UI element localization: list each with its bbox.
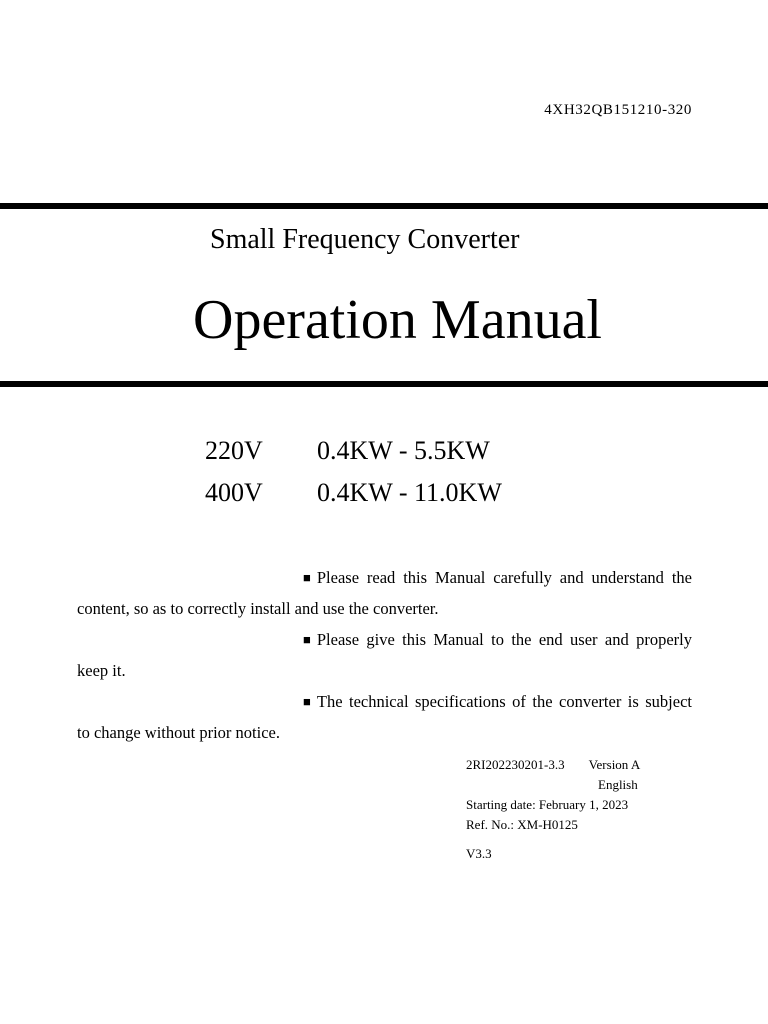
doc-number-line [466, 755, 640, 775]
notice-item-give-manual [77, 624, 692, 686]
spec-voltage: 400V [205, 478, 263, 507]
spec-row-220v [205, 436, 490, 466]
document-code: 4XH32QB151210-320 [544, 102, 692, 118]
notice-text: The technical specifications of the converter is subject to change without prior notice. [77, 692, 692, 742]
notice-item-read-manual [77, 562, 692, 624]
version-label: Version A [588, 757, 641, 772]
reference-number: Ref. No.: XM-H0125 [466, 817, 578, 832]
product-subtitle: Small Frequency Converter [210, 224, 520, 255]
notice-list [77, 562, 692, 748]
notice-text: Please read this Manual carefully and understand the content, so as to correctly install and use the converter. [77, 568, 692, 618]
bottom-divider-rule [0, 381, 768, 387]
starting-date: Starting date: February 1, 2023 [466, 797, 629, 812]
language-label: English [598, 777, 638, 792]
doc-number: 2RI202230201-3.3 [466, 757, 565, 772]
spec-voltage: 220V [205, 436, 263, 465]
manual-title: Operation Manual [193, 289, 602, 351]
spec-row-400v [205, 478, 502, 508]
square-bullet-icon: ■ [303, 694, 311, 709]
document-metadata [466, 755, 640, 864]
square-bullet-icon: ■ [303, 632, 311, 647]
top-divider-rule [0, 203, 768, 209]
spec-power-range: 0.4KW - 5.5KW [317, 436, 490, 465]
notice-item-specifications [77, 686, 692, 748]
notice-text: Please give this Manual to the end user and properly keep it. [77, 630, 692, 680]
square-bullet-icon: ■ [303, 570, 311, 585]
revision-label: V3.3 [466, 846, 492, 861]
spec-power-range: 0.4KW - 11.0KW [317, 478, 502, 507]
